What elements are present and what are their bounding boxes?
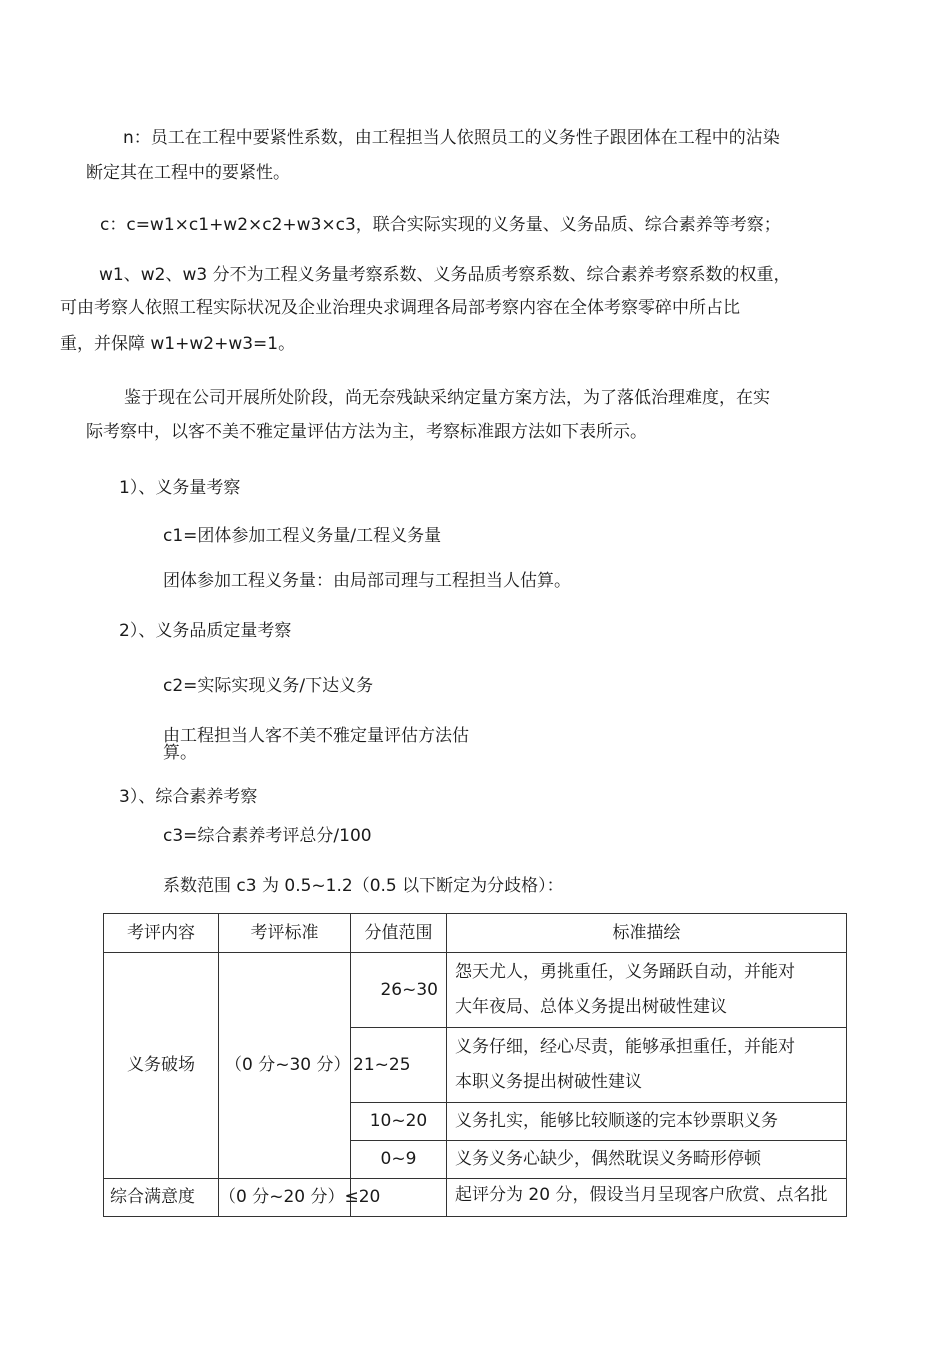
- section3-range: 系数范围 c3 为 0.5~1.2（0.5 以下断定为分歧格）：: [163, 876, 564, 896]
- header-content: 考评内容: [104, 914, 219, 953]
- section1-formula: c1=团体参加工程义务量/工程义务量: [163, 526, 442, 546]
- section2-note-line2: 算。: [163, 743, 197, 763]
- section3-formula: c3=综合素养考评总分/100: [163, 826, 372, 846]
- description-cell: [447, 1028, 847, 1103]
- section2-title: 2）、义务品质定量考察: [119, 621, 292, 641]
- description-cell: 义务扎实，能够比较顺遂的完本钞票职义务: [447, 1103, 847, 1141]
- header-standard: 考评标准: [219, 914, 351, 953]
- header-range: 分值范围: [351, 914, 447, 953]
- section3-title: 3）、综合素养考察: [119, 787, 258, 807]
- weights-line3: 重，并保障 w1+w2+w3=1。: [60, 334, 296, 354]
- group2-standard-text: （0 分~20 分）: [219, 1187, 345, 1208]
- description-cell: 义务义务心缺少，偶然耽误义务畸形停顿: [447, 1141, 847, 1179]
- description-line: 本职义务提出树破性建议: [455, 1072, 642, 1092]
- weights-line2: 可由考察人依照工程实际状况及企业治理央求调理各局部考察内容在全体考察零碎中所占比: [60, 298, 740, 318]
- group1-standard: （0 分~30 分）: [219, 953, 351, 1179]
- description-line: 大年夜局、总体义务提出树破性建议: [455, 997, 727, 1017]
- intro-line1: 鉴于现在公司开展所处阶段，尚无奈残缺采纳定量方案方法，为了落低治理难度，在实: [124, 388, 770, 408]
- section2-note-line1: 由工程担当人客不美不雅定量评估方法估: [163, 726, 469, 746]
- evaluation-table: [103, 913, 847, 1217]
- section1-title: 1）、义务量考察: [119, 478, 241, 498]
- range-cell: 0~9: [351, 1141, 447, 1179]
- group2-description: 起评分为 20 分，假设当月呈现客户欣赏、点名批: [447, 1179, 847, 1217]
- intro-line2: 际考察中，以客不美不雅定量评估方法为主，考察标准跟方法如下表所示。: [86, 422, 647, 442]
- section2-formula: c2=实际实现义务/下达义务: [163, 676, 374, 696]
- n-definition-line2: 断定其在工程中的要紧性。: [86, 163, 290, 183]
- group2-content: 综合满意度: [104, 1179, 219, 1217]
- weights-line1: w1、w2、w3 分不为工程义务量考察系数、义务品质考察系数、综合素养考察系数的权重，: [99, 265, 791, 285]
- description-line: 怨天尤人，勇挑重任，义务踊跃自动，并能对: [455, 962, 795, 982]
- c-formula-line: c：c=w1×c1+w2×c2+w3×c3，联合实际实现的义务量、义务品质、综合素养等考察；: [100, 215, 781, 235]
- group2-standard: [219, 1179, 381, 1217]
- table-row: [104, 953, 847, 1028]
- header-description: 标准描绘: [447, 914, 847, 953]
- table-row: [104, 1179, 847, 1217]
- description-cell: [447, 953, 847, 1028]
- section1-note: 团体参加工程义务量：由局部司理与工程担当人估算。: [163, 571, 571, 591]
- n-definition-line1: n：员工在工程中要紧性系数，由工程担当人依照员工的义务性子跟团体在工程中的沾染: [123, 128, 780, 148]
- range-cell: 21~25: [351, 1028, 447, 1103]
- range-cell: 26~30: [351, 953, 447, 1028]
- description-line: 义务仔细，经心尽责，能够承担重任，并能对: [455, 1037, 795, 1057]
- table-header-row: [104, 914, 847, 953]
- range-cell: 10~20: [351, 1103, 447, 1141]
- group1-content: 义务破场: [104, 953, 219, 1179]
- group2-range: ≤20: [344, 1187, 381, 1208]
